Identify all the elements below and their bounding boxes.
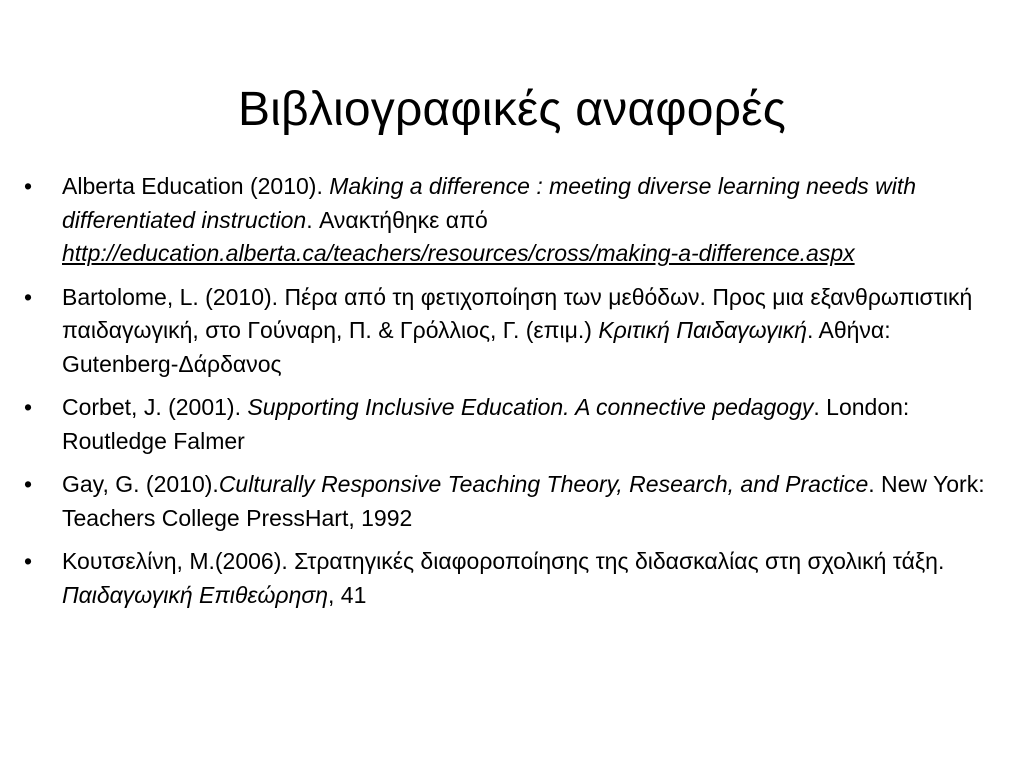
reference-author: Bartolome, L. (2010). Πέρα από τη φετιχοποίηση των μεθόδων. Προς μια εξανθρωπιστική παιδαγωγική, στο Γούναρη, Π. & Γρόλλιος, Γ. (επιμ.) <box>62 283 973 343</box>
reference-item-koutselini <box>24 545 999 612</box>
reference-author: Gay, G. (2010). <box>62 471 219 497</box>
reference-title: Παιδαγωγική Επιθεώρηση <box>62 581 328 608</box>
reference-details: . Αθήνα: Gutenberg-Δάρδανος <box>62 317 891 377</box>
reference-details: . New York: Teachers College PressHart, 1992 <box>62 471 985 531</box>
reference-author: Alberta Education (2010). <box>62 173 330 199</box>
reference-details: , 41 <box>328 581 367 608</box>
reference-item-alberta <box>24 170 999 271</box>
reference-title: Culturally Responsive Teaching Theory, Research, and Practice <box>218 471 869 497</box>
reference-author: Κουτσελίνη, Μ.(2006). Στρατηγικές διαφοροποίησης της διδασκαλίας στη σχολική τάξη. <box>62 548 945 574</box>
bullet-icon: • <box>24 283 33 310</box>
reference-title: Supporting Inclusive Education. A connective pedagogy <box>247 394 814 420</box>
bullet-icon: • <box>24 471 33 497</box>
reference-item-bartolome <box>24 281 999 382</box>
reference-title: Making a difference : meeting diverse learning needs with differentiated instruction <box>62 173 917 233</box>
reference-title: Κριτική Παιδαγωγική <box>598 317 807 343</box>
bullet-icon: • <box>24 394 33 420</box>
reference-item-gay <box>24 468 999 535</box>
reference-details: . London: Routledge Falmer <box>62 394 910 454</box>
bullet-icon: • <box>24 173 33 199</box>
reference-author: Corbet, J. (2001). <box>62 394 248 420</box>
reference-details: . Ανακτήθηκε από <box>306 206 488 233</box>
bullet-icon: • <box>24 548 33 574</box>
reference-url-link[interactable]: http://education.alberta.ca/teachers/resources/cross/making-a-difference.aspx <box>62 240 855 266</box>
reference-list <box>24 170 999 622</box>
reference-item-corbet <box>24 391 999 458</box>
slide-title: Βιβλιογραφικές αναφορές <box>237 83 787 136</box>
